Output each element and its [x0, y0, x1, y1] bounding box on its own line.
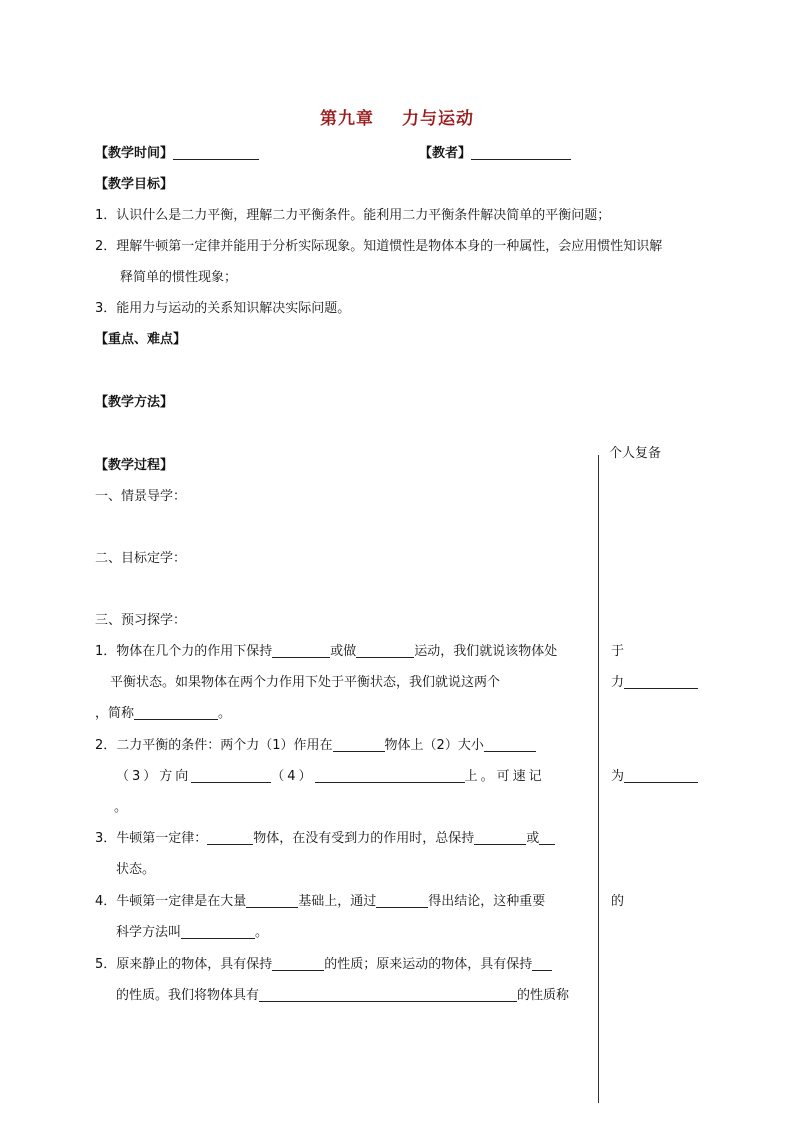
goal-item-3: 3．能用力与运动的关系知识解决实际问题。: [95, 301, 351, 316]
q2-blank-1[interactable]: [333, 737, 385, 752]
section-scenario: 一、情景导学：: [95, 489, 187, 504]
side-note-wei: 为: [611, 768, 698, 786]
q2-blank-2[interactable]: [484, 737, 536, 752]
question-2-line-3: 。: [114, 800, 128, 815]
q2-blank-4[interactable]: [315, 768, 465, 783]
teaching-time-blank[interactable]: [173, 145, 259, 160]
q3-blank-2[interactable]: [474, 830, 526, 845]
question-2-line-2: （3）方向 （4） 上。可速记: [116, 769, 545, 784]
question-2-line-1: 2．二力平衡的条件：两个力（1）作用在 物体上（2）大小: [95, 737, 536, 755]
goal-item-1: 1．认识什么是二力平衡，理解二力平衡条件。能利用二力平衡条件解决简单的平衡问题；: [95, 208, 611, 223]
q3-blank-1[interactable]: [207, 830, 253, 845]
teaching-time-label: 【教学时间】: [95, 146, 174, 161]
side-note-de: 的: [611, 894, 625, 909]
question-3-line-1: 3．牛顿第一定律： 物体，在没有受到力的作用时，总保持 或: [95, 830, 555, 848]
question-5-line-2: 的性质。我们将物体具有 的性质称: [116, 988, 570, 1003]
q3-blank-3[interactable]: [539, 830, 555, 845]
chapter-topic: 力与运动: [402, 109, 474, 129]
personal-prep-heading: 个人复备: [609, 446, 662, 461]
question-1-line-2: 平衡状态。如果物体在两个力作用下处于平衡状态，我们就说这两个: [110, 675, 501, 690]
goal-item-2: 2．理解牛顿第一定律并能用于分析实际现象。知道惯性是物体本身的一种属性，会应用惯性知识解: [95, 239, 663, 254]
key-points-heading: 【重点、难点】: [95, 332, 187, 347]
q4-blank-3[interactable]: [181, 924, 255, 939]
page-title: [0, 104, 794, 129]
chapter-number: 第九章: [320, 109, 374, 129]
question-4-line-2: 科学方法叫 。: [116, 925, 269, 940]
q1-blank-3[interactable]: [134, 705, 218, 720]
goal-item-2-cont: 释简单的惯性现象；: [120, 270, 238, 285]
teacher-row: [419, 145, 571, 163]
goals-heading: 【教学目标】: [95, 177, 174, 192]
side-blank-li[interactable]: [624, 674, 698, 689]
side-note-li: 力: [611, 674, 698, 692]
method-heading: 【教学方法】: [95, 395, 174, 410]
q5-blank-3[interactable]: [259, 987, 517, 1002]
question-1-line-3: ，简称 。: [95, 706, 232, 721]
question-1-line-1: 1．物体在几个力的作用下保持 或做 运动，我们就说该物体处: [95, 644, 558, 659]
q1-blank-1[interactable]: [272, 643, 330, 658]
question-3-line-2: 状态。: [116, 862, 156, 877]
q1-blank-2[interactable]: [356, 643, 414, 658]
q2-blank-3[interactable]: [191, 768, 271, 783]
q5-blank-2[interactable]: [532, 956, 552, 971]
margin-divider: [598, 455, 599, 1103]
section-goal-setting: 二、目标定学：: [95, 551, 187, 566]
side-note-yu: 于: [611, 644, 625, 659]
question-5-line-1: 5．原来静止的物体，具有保持 的性质；原来运动的物体，具有保持: [95, 956, 552, 974]
q5-blank-1[interactable]: [272, 956, 324, 971]
question-4-line-1: 4．牛顿第一定律是在大量 基础上，通过 得出结论，这种重要: [95, 894, 546, 909]
teacher-label: 【教者】: [419, 146, 472, 161]
teacher-blank[interactable]: [471, 145, 571, 160]
teaching-time-row: [95, 145, 259, 163]
q4-blank-1[interactable]: [246, 893, 298, 908]
side-blank-wei[interactable]: [624, 768, 698, 783]
process-heading: 【教学过程】: [95, 458, 174, 473]
section-preview: 三、预习探学：: [95, 613, 187, 628]
q4-blank-2[interactable]: [376, 893, 428, 908]
